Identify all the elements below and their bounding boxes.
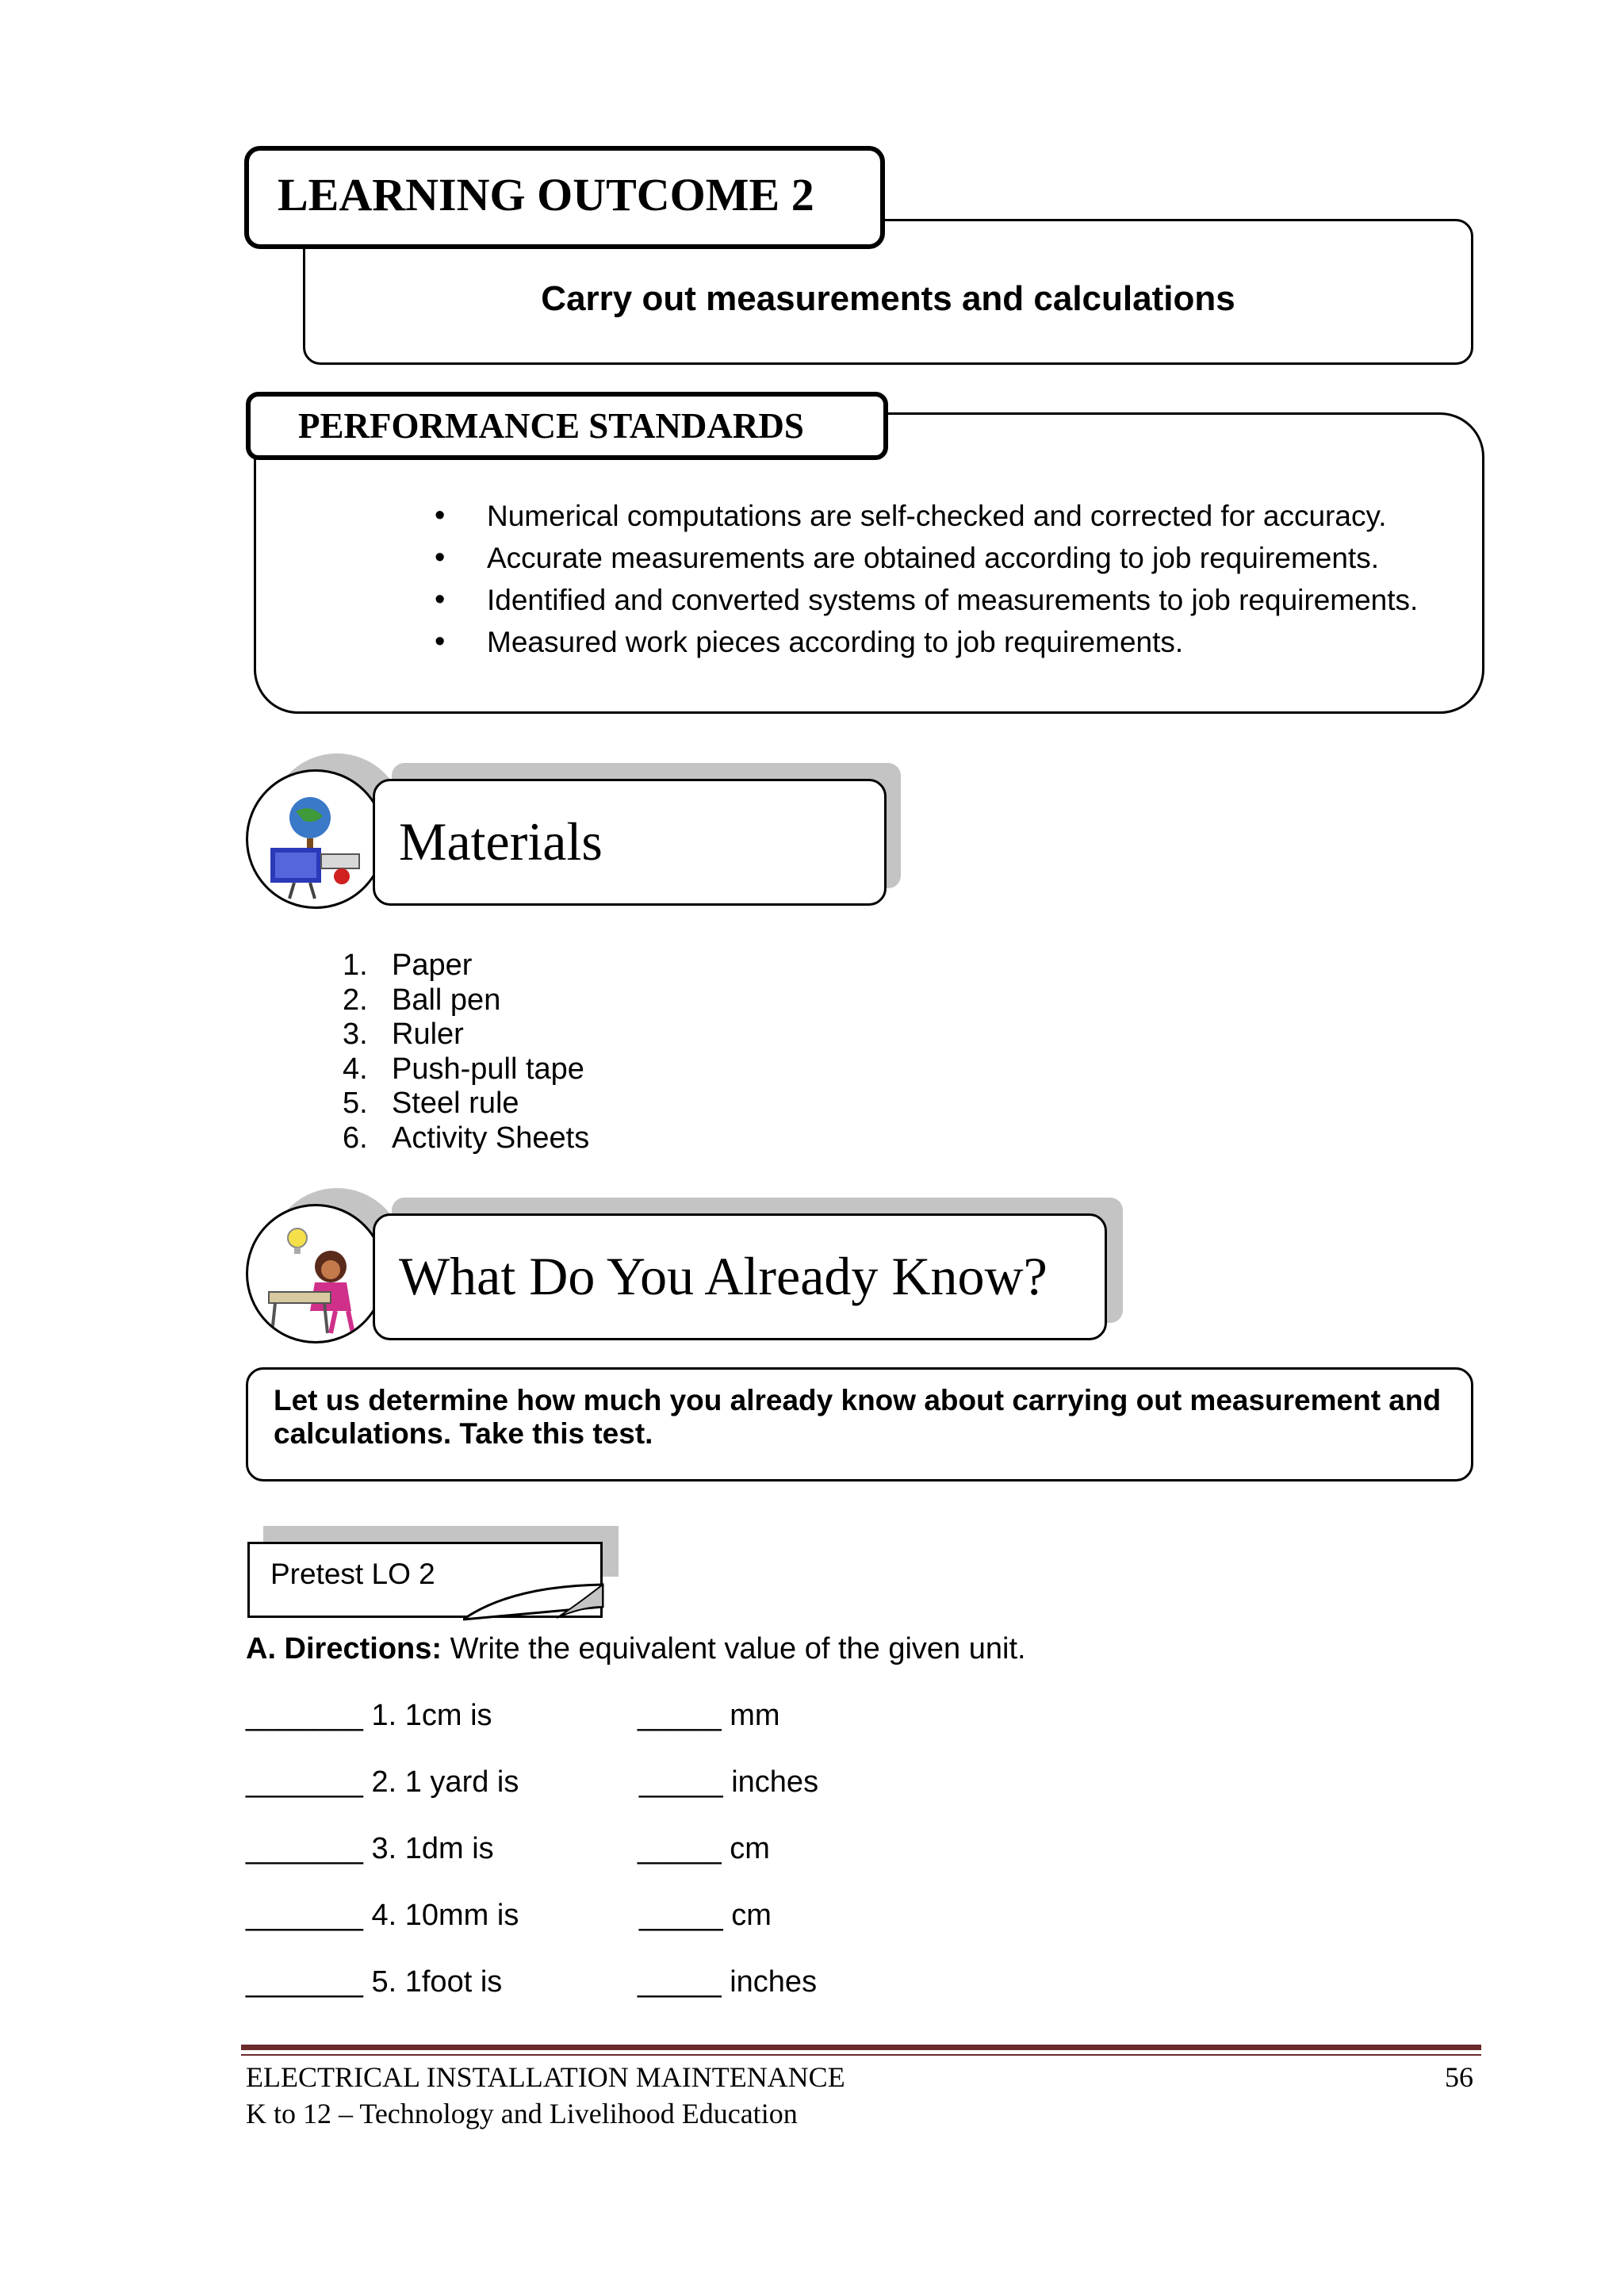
answer-2: _____ inches [639,1765,819,1799]
student-lightbulb-icon [246,1204,385,1343]
list-item: • Numerical computations are self-checked and corrected for accuracy. [435,495,1418,537]
learning-outcome-title: LEARNING OUTCOME 2 [244,146,885,249]
performance-standards-list [435,495,1418,663]
question-5: _______ 5. 1foot is [246,1965,503,1999]
globe-desk-icon [246,769,385,909]
list-item: • Accurate measurements are obtained according to job requirements. [435,537,1418,579]
question-3: _______ 3. 1dm is [246,1832,494,1865]
list-item: 5. Steel rule [343,1087,519,1121]
answer-1: _____ mm [638,1699,780,1732]
list-item: 1. Paper [343,949,473,982]
list-item: • Measured work pieces according to job requirements. [435,621,1418,663]
footer-rule-thin [241,2054,1481,2056]
footer-title: ELECTRICAL INSTALLATION MAINTENANCE [246,2061,845,2093]
know-title: What Do You Already Know? [373,1213,1107,1340]
answer-5: _____ inches [638,1965,818,1999]
question-2: _______ 2. 1 yard is [246,1765,519,1799]
footer-subtitle: K to 12 – Technology and Livelihood Education [246,2098,798,2129]
answer-3: _____ cm [638,1832,770,1865]
list-item: 4. Push-pull tape [343,1052,584,1086]
list-item: • Identified and converted systems of measurements to job requirements. [435,579,1418,621]
question-4: _______ 4. 10mm is [246,1899,519,1932]
materials-list [343,949,589,1156]
performance-standards-title: PERFORMANCE STANDARDS [246,392,888,460]
list-item: 2. Ball pen [343,983,501,1017]
directions: A. Directions: Write the equivalent value of the given unit. [246,1632,1026,1665]
page-number: 56 [1445,2061,1473,2093]
question-1: _______ 1. 1cm is [246,1699,492,1732]
learning-outcome-subtitle: Carry out measurements and calculations [541,279,1235,318]
answer-4: _____ cm [639,1899,772,1932]
list-item: 6. Activity Sheets [343,1121,590,1155]
list-item: 3. Ruler [343,1018,464,1052]
intro-box: Let us determine how much you already know about carrying out measurement and calculations. Take this test. [246,1367,1473,1481]
materials-title: Materials [373,779,887,906]
page-curl-icon [463,1583,606,1621]
footer-rule [241,2045,1481,2050]
pretest-label: Pretest LO 2 [247,1542,603,1618]
